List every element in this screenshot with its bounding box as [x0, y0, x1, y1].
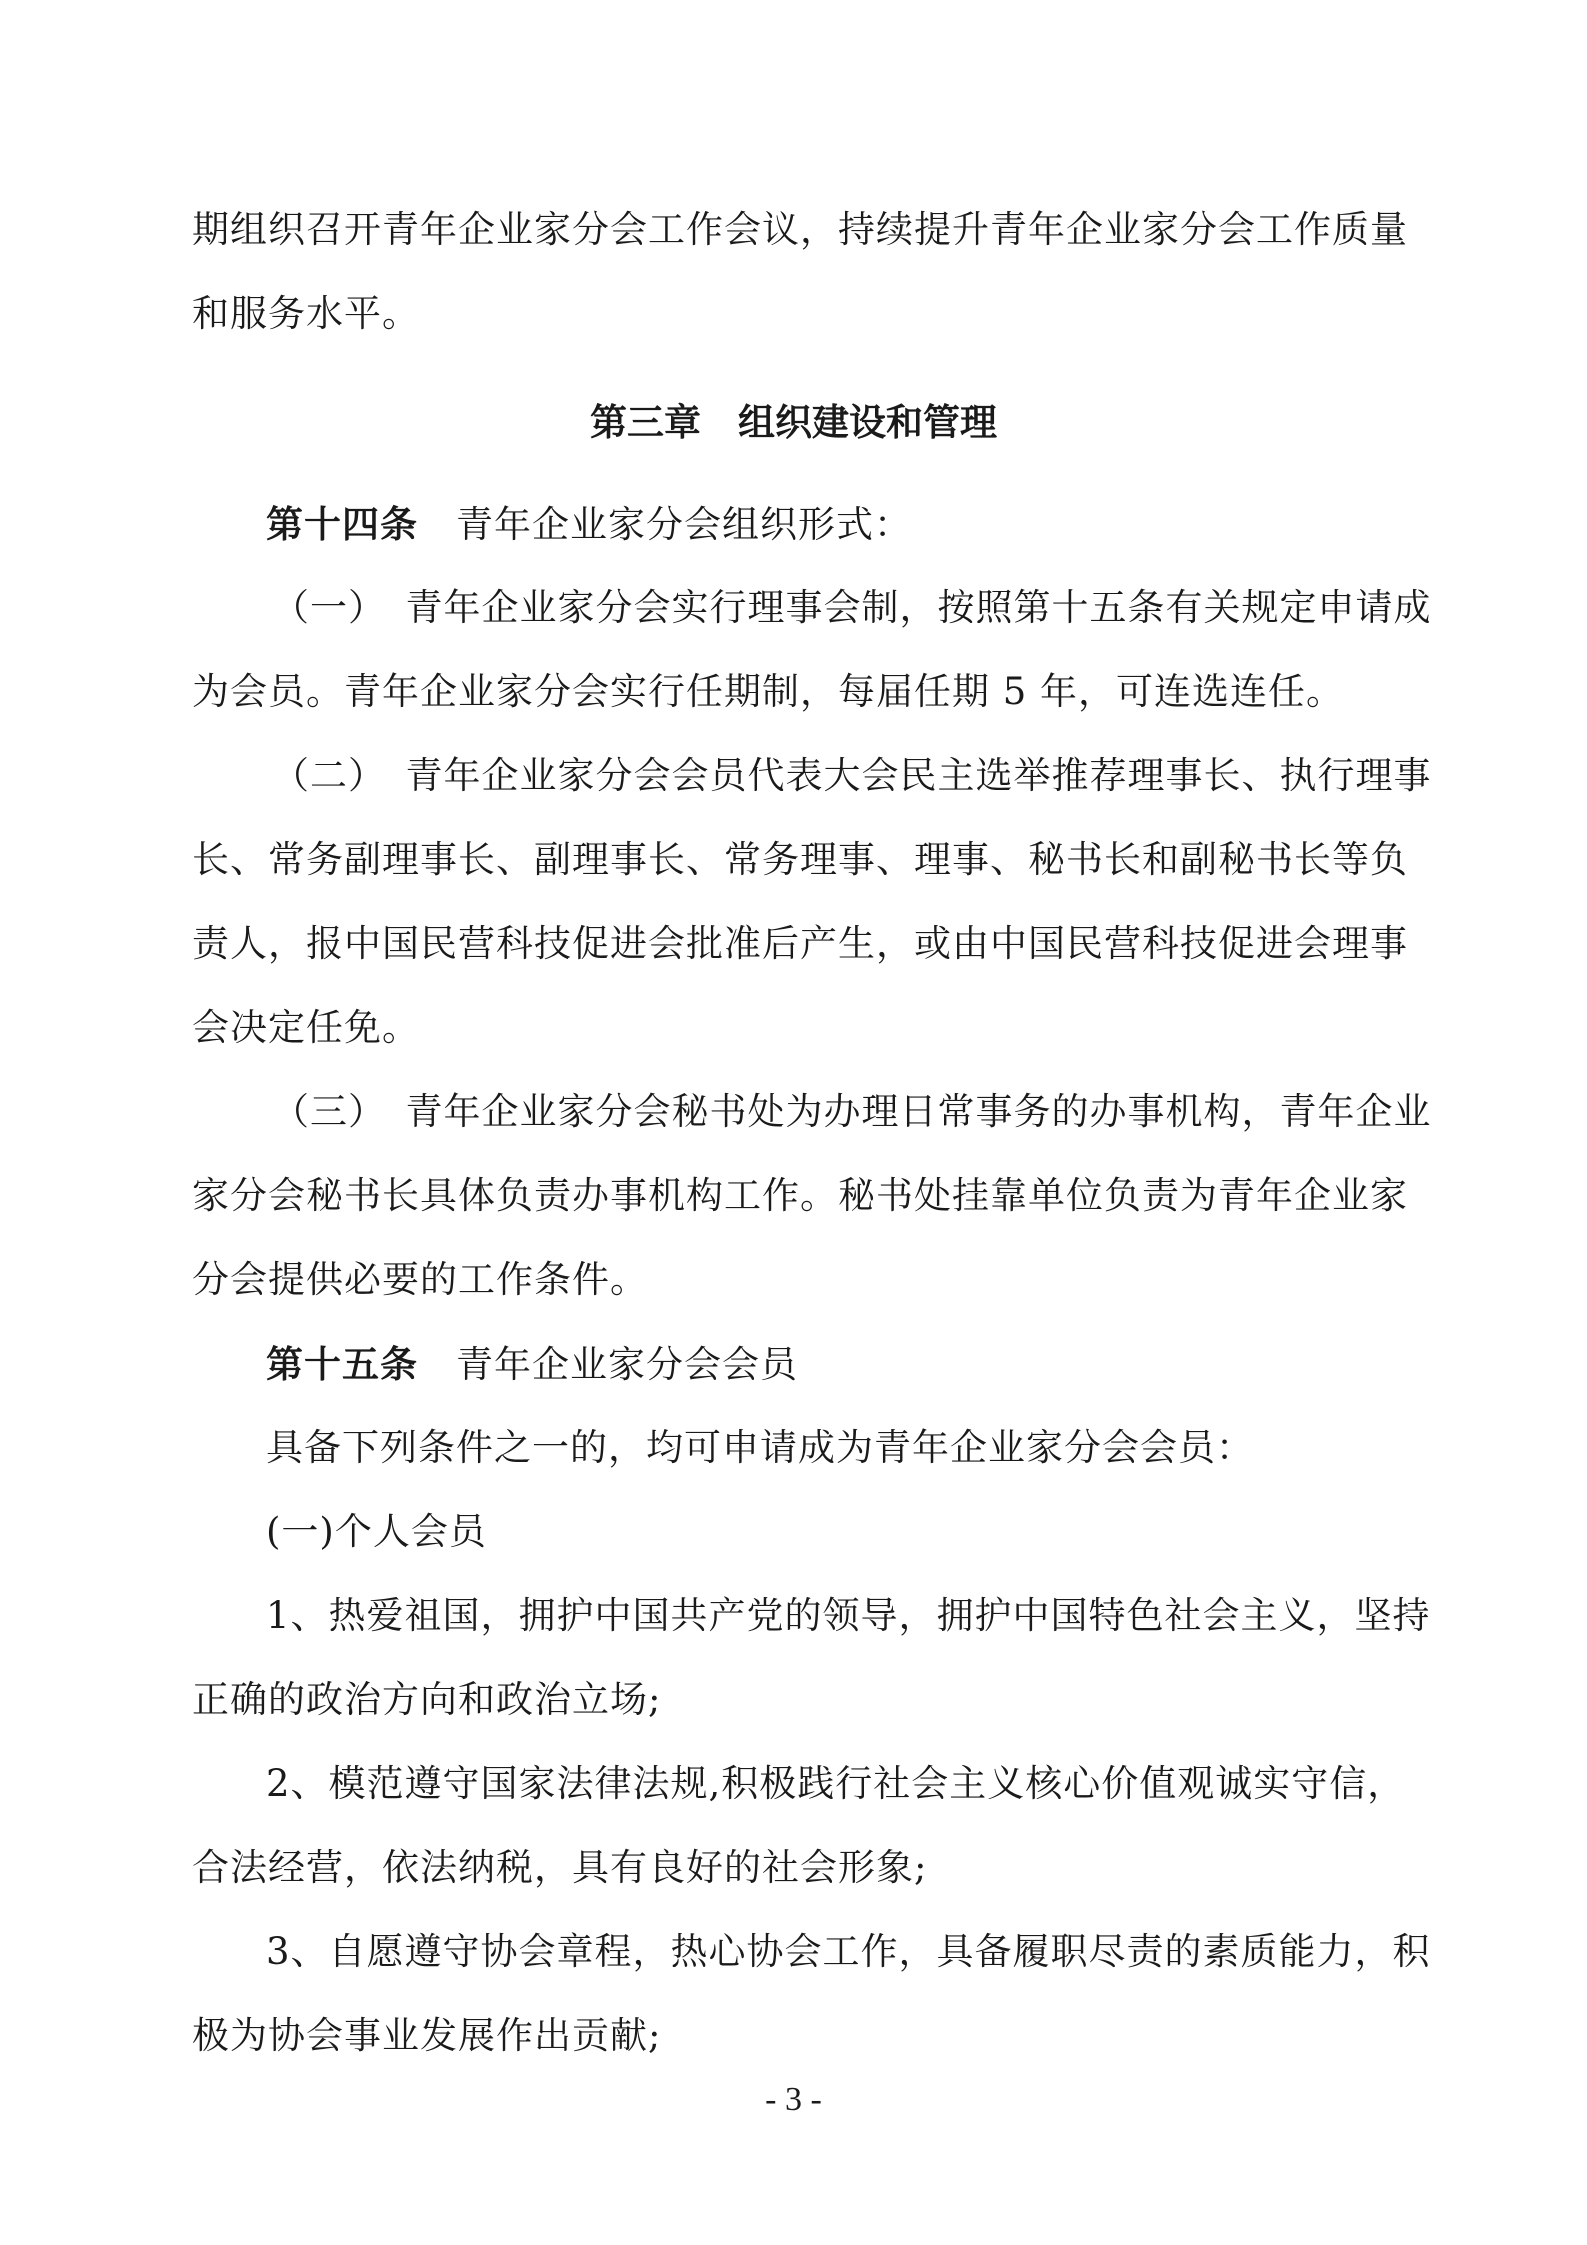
- paragraph-line: 3、自愿遵守协会章程，热心协会工作，具备履职尽责的素质能力，积: [266, 1930, 1431, 1973]
- paragraph-line: 极为协会事业发展作出贡献;: [192, 2014, 662, 2057]
- article-number: 第十四条: [266, 502, 418, 546]
- paragraph-line: （一） 青年企业家分会实行理事会制，按照第十五条有关规定申请成: [272, 586, 1432, 629]
- article-number: 第十五条: [266, 1342, 418, 1386]
- article-heading: [266, 1340, 1402, 1389]
- paragraph-line: 具备下列条件之一的，均可申请成为青年企业家分会会员：: [266, 1426, 1254, 1469]
- paragraph-line: 分会提供必要的工作条件。: [192, 1258, 648, 1301]
- paragraph-line: 期组织召开青年企业家分会工作会议，持续提升青年企业家分会工作质量: [192, 208, 1408, 251]
- paragraph-line: 长、常务副理事长、副理事长、常务理事、理事、秘书长和副秘书长等负: [192, 838, 1408, 881]
- article-heading: [266, 500, 1402, 549]
- paragraph-line: 和服务水平。: [192, 292, 420, 335]
- article-text: 青年企业家分会组织形式：: [456, 503, 912, 546]
- chapter-title: 第三章 组织建设和管理: [590, 400, 997, 444]
- article-text: 青年企业家分会会员: [456, 1343, 798, 1386]
- paragraph-line: （三） 青年企业家分会秘书处为办理日常事务的办事机构，青年企业: [272, 1090, 1432, 1133]
- paragraph-line: 正确的政治方向和政治立场;: [192, 1678, 662, 1721]
- page-number: - 3 -: [765, 2081, 822, 2118]
- paragraph-line: 责人，报中国民营科技促进会批准后产生，或由中国民营科技促进会理事: [192, 922, 1408, 965]
- paragraph-line: 家分会秘书长具体负责办事机构工作。秘书处挂靠单位负责为青年企业家: [192, 1174, 1408, 1217]
- section-label: (一)个人会员: [266, 1510, 487, 1553]
- paragraph-line: （二） 青年企业家分会会员代表大会民主选举推荐理事长、执行理事: [272, 754, 1432, 797]
- paragraph-line: 为会员。青年企业家分会实行任期制，每届任期 5 年，可连选连任。: [192, 670, 1345, 713]
- paragraph-line: 合法经营，依法纳税，具有良好的社会形象;: [192, 1846, 928, 1889]
- paragraph-line: 1、热爱祖国，拥护中国共产党的领导，拥护中国特色社会主义，坚持: [266, 1594, 1431, 1637]
- paragraph-line: 2、模范遵守国家法律法规,积极践行社会主义核心价值观诚实守信，: [266, 1762, 1406, 1805]
- paragraph-line: 会决定任免。: [192, 1006, 420, 1049]
